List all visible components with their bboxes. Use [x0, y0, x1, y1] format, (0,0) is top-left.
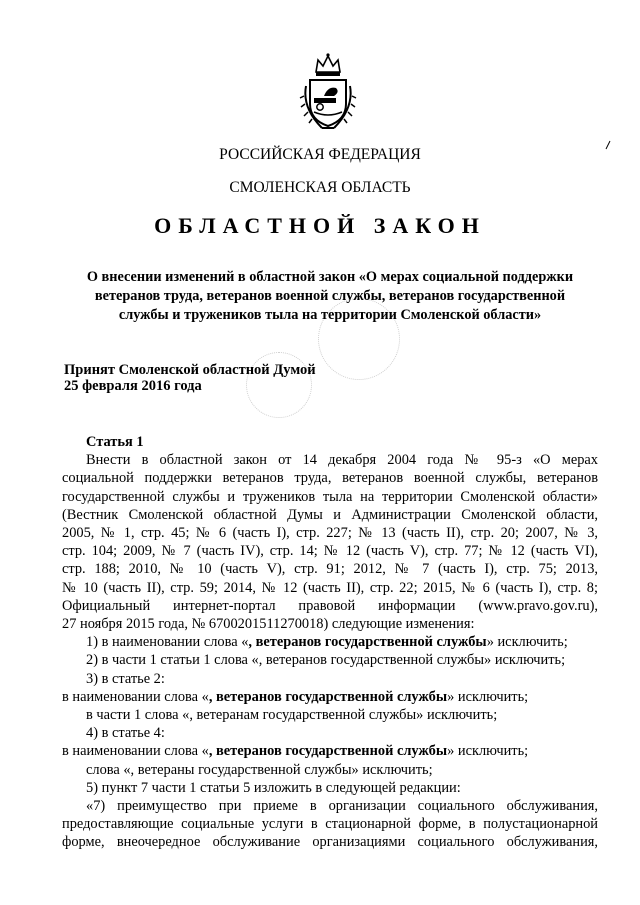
subject-line: О внесении изменений в областной закон «О мерах социальной поддержки — [86, 269, 574, 285]
law-subject — [70, 268, 590, 325]
subject-line: ветеранов труда, ветеранов военной службы, ветеранов государственной — [94, 288, 566, 304]
text-line: 27 ноября 2015 года, № 6700201511270018) следующие изменения: — [62, 616, 475, 633]
text-line: «7) преимущество при приеме в организации социального обслуживания, — [86, 798, 598, 815]
text-line: Внести в областной закон от 14 декабря 2004 года № 95-з «О мерах — [86, 452, 598, 469]
adoption-date: 25 февраля 2016 года — [64, 378, 202, 394]
amendment-item: 1) в наименовании слова «, ветеранов государственной службы» исключить; — [86, 634, 568, 651]
text-line: (Вестник Смоленской областной Думы и Администрации Смоленской области, — [62, 506, 598, 523]
text-line: предоставляющие социальные услуги в стационарной форме, в полустационарной — [62, 816, 598, 833]
subject-line: службы и тружеников тыла на территории Смоленской области» — [118, 307, 542, 323]
article-title: Статья 1 — [86, 434, 144, 450]
amendment-subitem: в наименовании слова «, ветеранов государственной службы» исключить; — [62, 743, 529, 760]
text-line: № 10 (часть II), стр. 59; 2014, № 12 (часть II), стр. 22; 2015, № 6 (часть I), стр. 8; — [62, 579, 598, 596]
amendment-item: 3) в статье 2: — [86, 670, 165, 687]
text-line: социальной поддержки ветеранов труда, ветеранов военной службы, ветеранов — [62, 470, 598, 487]
coat-of-arms-icon — [296, 52, 360, 130]
text-line: стр. 188; 2010, № 10 (часть V), стр. 91; 2012, № 7 (часть I), стр. 75; 2013, — [62, 561, 598, 578]
document-type-title: ОБЛАСТНОЙ ЗАКОН — [154, 213, 486, 238]
amendment-item: 2) в части 1 статьи 1 слова «, ветеранов государственной службы» исключить; — [86, 652, 566, 669]
amendment-subitem: слова «, ветераны государственной службы» исключить; — [86, 761, 433, 778]
country-name: РОССИЙСКАЯ ФЕДЕРАЦИЯ — [219, 146, 421, 163]
article-body — [62, 433, 598, 852]
text-line: форме, внеочередное обслуживание организациями социального обслуживания, — [62, 834, 598, 851]
adopted-by: Принят Смоленской областной Думой — [64, 362, 316, 378]
text-line: Официальный интернет-портал правовой информации (www.pravo.gov.ru), — [62, 597, 598, 614]
adoption-info — [64, 362, 316, 394]
text-line: государственной службы и тружеников тыла на территории Смоленской области» — [62, 488, 598, 505]
amendment-item: 5) пункт 7 части 1 статьи 5 изложить в следующей редакции: — [86, 779, 461, 796]
text-line: 2005, № 1, стр. 45; № 6 (часть I), стр. 227; № 13 (часть II), стр. 20; 2007, № 3, — [62, 525, 598, 542]
text-line: стр. 104; 2009, № 7 (часть IV), стр. 14; № 12 (часть V), стр. 77; № 12 (часть VI), — [62, 543, 598, 560]
amendment-subitem: в наименовании слова «, ветеранов государственной службы» исключить; — [62, 688, 529, 705]
amendment-subitem: в части 1 слова «, ветеранам государственной службы» исключить; — [86, 707, 498, 724]
region-name: СМОЛЕНСКАЯ ОБЛАСТЬ — [229, 179, 411, 196]
amendment-item: 4) в статье 4: — [86, 725, 165, 742]
